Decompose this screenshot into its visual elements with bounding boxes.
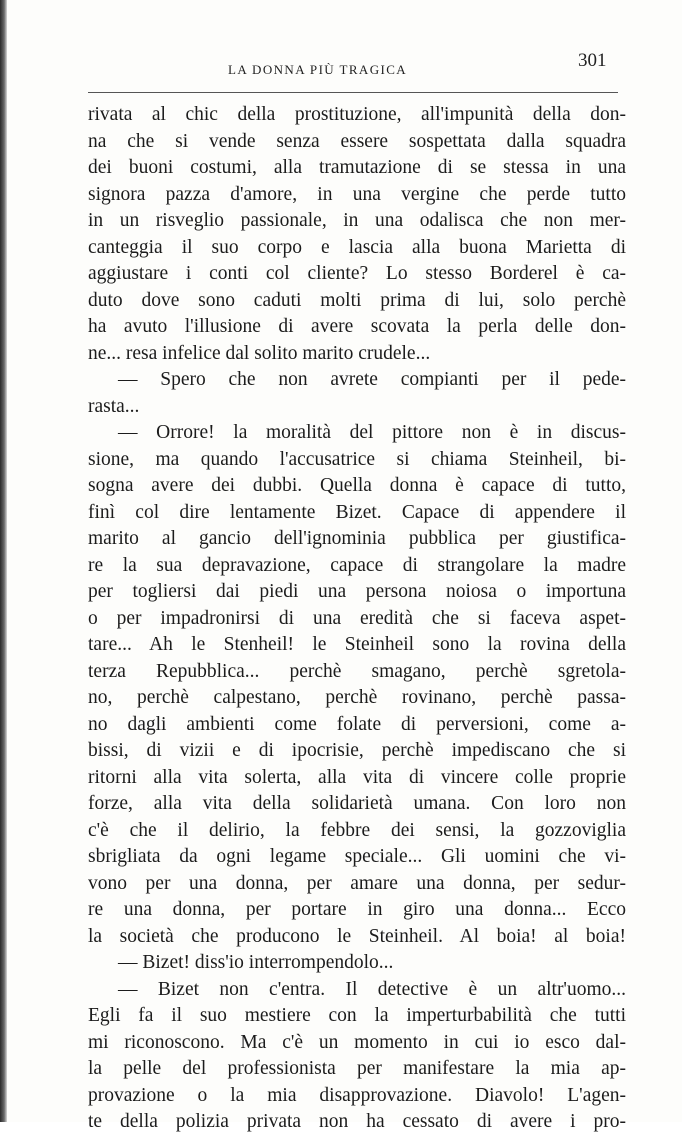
text-line: rasta...: [88, 395, 140, 417]
text-line: signora pazza d'amore, in una vergine che perde tutto: [88, 183, 626, 205]
text-line: duto dove sono caduti molti prima di lui, solo perchè: [88, 289, 626, 311]
text-line: provazione o la mia disapprovazione. Diavolo! L'agen-: [88, 1084, 626, 1106]
text-line: no dagli ambienti come folate di perversioni, come a-: [88, 713, 626, 735]
body-text: [88, 102, 626, 1136]
text-line: ha avuto l'illusione di avere scovata la perla delle don-: [88, 316, 626, 337]
text-line: ritorni alla vita solerta, alla vita di vincere colle proprie: [88, 766, 626, 788]
text-line: ne... resa infelice dal solito marito crudele...: [88, 342, 431, 364]
text-line: tare... Ah le Stenheil! le Steinheil sono la rovina della: [88, 634, 626, 655]
text-line: marito al gancio dell'ignominia pubblica per giustifica-: [88, 528, 626, 549]
text-line: finì col dire lentamente Bizet. Capace di appendere il: [88, 501, 626, 523]
text-line: la pelle del professionista per manifestare la mia ap-: [88, 1058, 626, 1079]
text-line: — Spero che non avrete compianti per il pede-: [118, 369, 626, 390]
header-rule: [88, 92, 618, 93]
text-line: mi riconoscono. Ma c'è un momento in cui io esco dal-: [88, 1031, 626, 1053]
text-line: no, perchè calpestano, perchè rovinano, perchè passa-: [88, 687, 626, 708]
text-line: in un risveglio passionale, in una odalisca che non mer-: [88, 210, 626, 231]
text-line: te della polizia privata non ha cessato di avere i pro-: [88, 1111, 626, 1132]
running-title: LA DONNA PIÙ TRAGICA: [228, 62, 408, 77]
text-line: o per impadronirsi di una eredità che si faceva aspet-: [88, 607, 626, 629]
text-line: re una donna, per portare in giro una donna... Ecco: [88, 899, 626, 920]
text-line: forze, alla vita della solidarietà umana. Con loro non: [88, 793, 626, 814]
text-line: la società che producono le Steinheil. Al boia! al boia!: [88, 925, 626, 947]
text-line: terza Repubblica... perchè smagano, perchè sgretola-: [88, 660, 626, 682]
binding-edge: [0, 0, 7, 1122]
text-line: — Bizet! diss'io interrompendolo...: [118, 952, 394, 973]
text-line: re la sua depravazione, capace di strangolare la madre: [88, 554, 626, 576]
text-line: — Bizet non c'entra. Il detective è un altr'uomo...: [118, 978, 626, 1000]
text-line: sogna avere dei dubbi. Quella donna è capace di tutto,: [88, 475, 626, 496]
text-line: dei buoni costumi, alla tramutazione di se stessa in una: [88, 157, 626, 178]
text-line: sione, ma quando l'accusatrice si chiama Steinheil, bi-: [88, 448, 626, 470]
text-line: canteggia il suo corpo e lascia alla buona Marietta di: [88, 236, 626, 258]
text-line: aggiustare i conti col cliente? Lo stesso Borderel è ca-: [88, 263, 626, 284]
text-line: c'è che il delirio, la febbre dei sensi, la gozzoviglia: [88, 819, 626, 841]
text-line: rivata al chic della prostituzione, all'impunità della don-: [88, 104, 626, 125]
text-line: vono per una donna, per amare una donna, per sedur-: [88, 872, 626, 894]
text-line: Egli fa il suo mestiere con la imperturbabilità che tutti: [88, 1005, 626, 1026]
text-line: per togliersi dai piedi una persona noiosa o importuna: [88, 581, 626, 602]
page-number: 301: [578, 50, 607, 71]
text-line: na che si vende senza essere sospettata dalla squadra: [88, 130, 626, 152]
text-line: sbrigliata da ogni legame speciale... Gli uomini che vi-: [88, 846, 626, 867]
text-line: bissi, di vizii e di ipocrisie, perchè impediscano che si: [88, 740, 626, 761]
text-line: — Orrore! la moralità del pittore non è in discus-: [118, 422, 626, 443]
